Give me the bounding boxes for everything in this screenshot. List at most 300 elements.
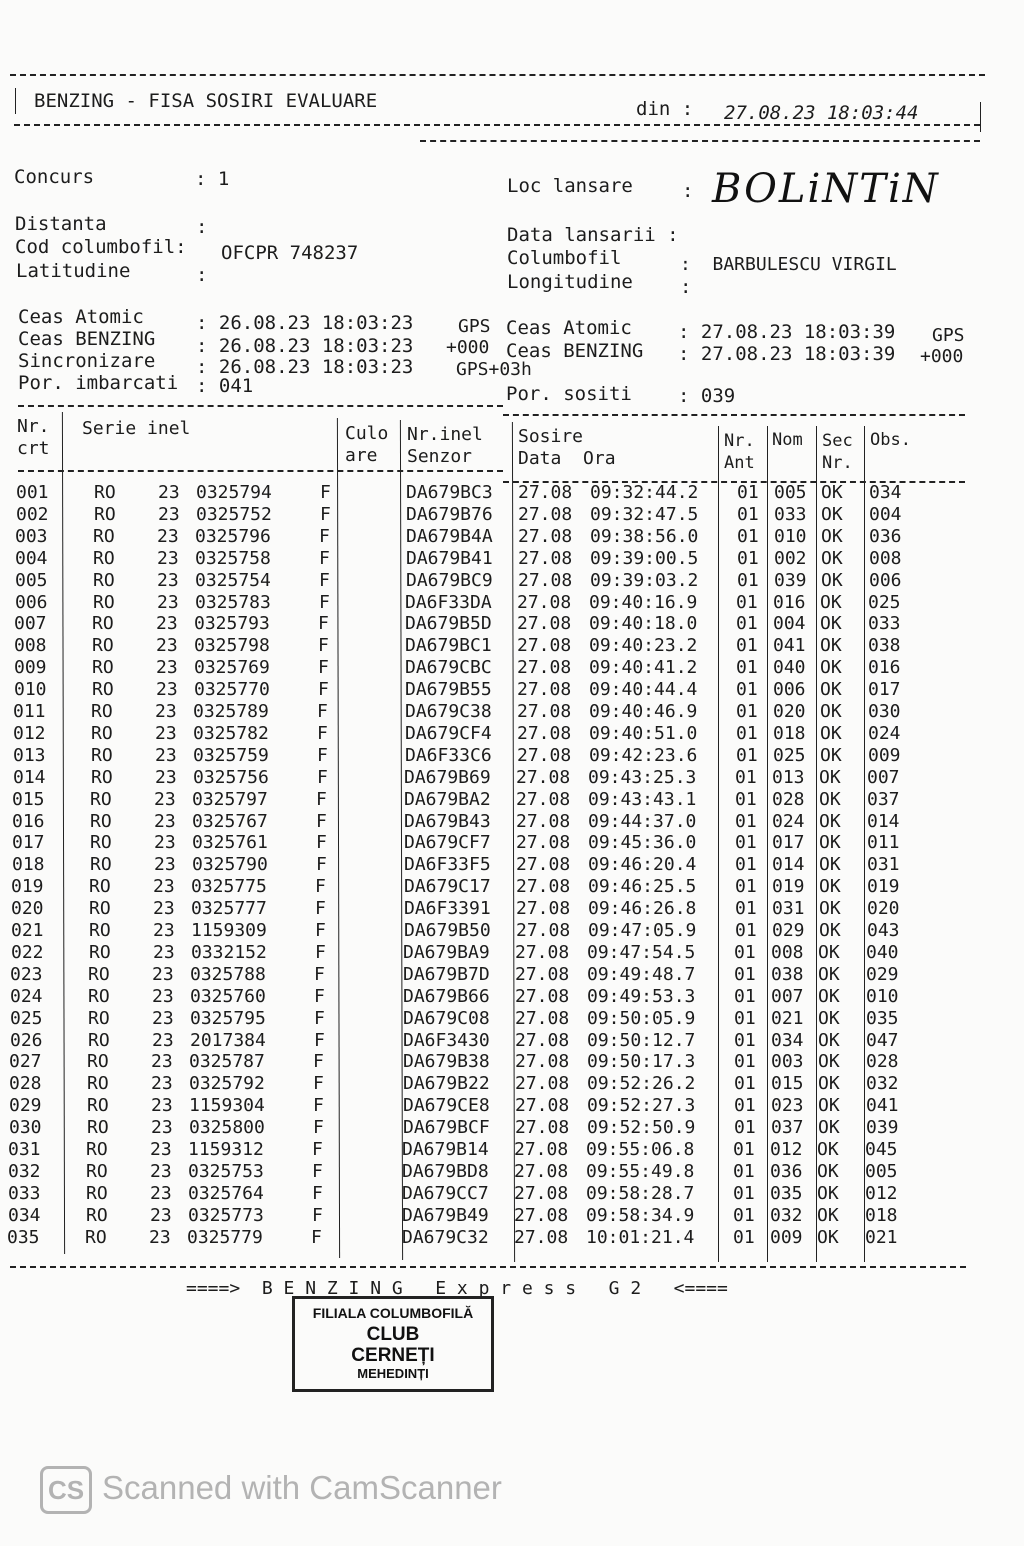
cell-obs: 018: [865, 1204, 898, 1226]
cell-nr: 006: [15, 591, 48, 613]
cell-nom: 037: [771, 1117, 804, 1139]
cell-year: 23: [151, 1073, 173, 1095]
loc-lansare-colon: :: [682, 180, 694, 202]
cell-senzor: DA679C17: [404, 876, 491, 898]
cell-time: 09:55:06.8: [586, 1139, 695, 1160]
cell-nom: 019: [772, 876, 805, 898]
ceas-atomic-right-extra: GPS: [932, 325, 965, 346]
cell-sex: F: [314, 985, 325, 1007]
cell-nom: 041: [773, 635, 806, 657]
cell-senzor: DA679B5D: [405, 613, 492, 635]
cell-date: 27.08: [515, 1051, 570, 1073]
cell-nom: 029: [772, 920, 805, 941]
cell-time: 09:40:41.2: [589, 657, 698, 679]
cell-sec: OK: [819, 876, 841, 898]
cell-ant: 01: [734, 1007, 756, 1029]
table-row: [0, 942, 1000, 964]
cell-year: 23: [152, 1029, 174, 1051]
cell-ant: 01: [736, 657, 758, 679]
cell-sex: F: [316, 854, 327, 876]
cell-ring: 0325796: [195, 525, 271, 547]
por-imbarcati-label: Por. imbarcati: [18, 372, 179, 394]
header-left-edge: [15, 88, 16, 114]
cell-nom: 023: [771, 1095, 804, 1117]
cell-ant: 01: [734, 985, 756, 1007]
cell-senzor: DA679B43: [404, 810, 491, 832]
cell-sec: OK: [817, 1182, 839, 1204]
cell-time: 09:40:23.2: [589, 635, 698, 657]
cell-country: RO: [86, 1160, 108, 1182]
cell-country: RO: [91, 744, 113, 766]
table-top-rule-left: [18, 405, 503, 407]
cell-country: RO: [90, 810, 112, 832]
cell-time: 09:40:44.4: [589, 679, 698, 701]
cell-year: 23: [156, 613, 178, 635]
cell-ring: 0325773: [188, 1204, 264, 1226]
ceas-atomic-label: Ceas Atomic: [18, 306, 144, 328]
benzing-express-footer: ====> B E N Z I N G E x p r e s s G 2 <====: [186, 1278, 728, 1299]
table-row: [0, 613, 1000, 635]
cell-time: 09:32:47.5: [590, 503, 699, 525]
cell-nr: 008: [14, 635, 47, 657]
table-row: [0, 1073, 1000, 1095]
cell-nom: 033: [774, 503, 807, 525]
cell-nom: 004: [773, 613, 806, 635]
cell-nr: 029: [9, 1095, 42, 1117]
longitudine-label: Longitudine: [507, 271, 633, 293]
cell-ring: 0325782: [193, 722, 269, 744]
cell-year: 23: [158, 503, 180, 525]
cell-year: 23: [154, 832, 176, 854]
cell-sec: OK: [818, 1073, 840, 1095]
cell-year: 23: [157, 525, 179, 547]
ceas-benzing-right-value: : 27.08.23 18:03:39: [678, 343, 896, 365]
cell-date: 27.08: [515, 985, 570, 1007]
table-row: [0, 1051, 1000, 1073]
cell-nr: 001: [16, 482, 49, 503]
cell-time: 09:46:26.8: [588, 898, 697, 920]
cell-obs: 005: [865, 1160, 898, 1182]
cell-senzor: DA679BA9: [403, 941, 490, 963]
cell-ant: 01: [736, 613, 758, 635]
cell-sec: OK: [818, 941, 840, 963]
cell-nr: 021: [11, 920, 44, 941]
cell-time: 09:49:48.7: [587, 963, 696, 985]
cell-nom: 012: [770, 1139, 803, 1160]
header-top-rule: [10, 74, 985, 76]
cell-obs: 030: [868, 701, 901, 722]
cell-sec: OK: [818, 1007, 840, 1029]
cell-senzor: DA679CF7: [404, 832, 491, 854]
cell-nr: 028: [9, 1073, 42, 1095]
cell-sec: OK: [817, 1204, 839, 1226]
cell-year: 23: [157, 547, 179, 569]
cell-date: 27.08: [514, 1139, 569, 1160]
cell-country: RO: [89, 920, 111, 941]
table-row: [0, 854, 1000, 876]
table-row: [0, 482, 1000, 504]
cell-year: 23: [150, 1204, 172, 1226]
cell-time: 09:58:28.7: [586, 1182, 695, 1204]
cell-ant: 01: [737, 482, 759, 503]
loc-lansare-handwritten: BOLiNTiN: [712, 166, 940, 212]
cell-time: 09:52:27.3: [587, 1095, 696, 1117]
cell-nr: 020: [11, 898, 44, 920]
cell-year: 23: [155, 722, 177, 744]
cell-year: 23: [158, 482, 180, 503]
cell-date: 27.08: [515, 1029, 570, 1051]
cell-ring: 1159312: [188, 1139, 264, 1160]
cell-ring: 0325795: [190, 1007, 266, 1029]
cell-date: 27.08: [516, 876, 571, 898]
cell-senzor: DA679CBC: [405, 657, 492, 679]
cell-nr: 022: [11, 941, 44, 963]
cell-year: 23: [154, 854, 176, 876]
cell-sex: F: [317, 701, 328, 722]
cell-ant: 01: [733, 1204, 755, 1226]
cell-nr: 033: [8, 1182, 41, 1204]
cell-date: 27.08: [516, 788, 571, 810]
table-row: [0, 986, 1000, 1008]
cell-ring: 1159304: [189, 1095, 265, 1117]
cell-nr: 031: [8, 1139, 41, 1160]
cell-date: 27.08: [518, 525, 573, 547]
table-row: [0, 767, 1000, 789]
cell-obs: 039: [866, 1117, 899, 1139]
cell-ring: 0325758: [195, 547, 271, 569]
cell-ant: 01: [737, 569, 759, 591]
cell-nr: 023: [10, 963, 43, 985]
cell-sec: OK: [819, 854, 841, 876]
cell-sec: OK: [818, 963, 840, 985]
table-row: [0, 1008, 1000, 1030]
cell-obs: 034: [869, 482, 902, 503]
table-row: [0, 1139, 1000, 1161]
concurs-value: : 1: [195, 168, 230, 190]
table-row: [0, 679, 1000, 701]
cell-senzor: DA679CC7: [402, 1182, 489, 1204]
cell-date: 27.08: [518, 547, 573, 569]
cell-sec: OK: [817, 1226, 839, 1248]
table-row: [0, 526, 1000, 548]
cell-nom: 016: [773, 591, 806, 613]
cell-nom: 013: [772, 766, 805, 788]
cell-sex: F: [314, 963, 325, 985]
cell-date: 27.08: [517, 722, 572, 744]
cell-nom: 009: [770, 1226, 803, 1248]
cell-sex: F: [318, 679, 329, 701]
cell-obs: 047: [866, 1029, 899, 1051]
ceas-benzing-label: Ceas BENZING: [18, 328, 156, 350]
cell-sec: OK: [820, 701, 842, 722]
cell-senzor: DA679C08: [403, 1007, 490, 1029]
cell-nom: 005: [774, 482, 807, 503]
cell-country: RO: [94, 482, 116, 503]
table-row: [0, 1205, 1000, 1227]
cell-country: RO: [93, 547, 115, 569]
cell-obs: 012: [865, 1182, 898, 1204]
ceas-atomic-extra: GPS: [458, 316, 491, 337]
cell-obs: 011: [867, 832, 900, 854]
cell-nr: 002: [16, 503, 49, 525]
cell-obs: 019: [867, 876, 900, 898]
cell-nom: 032: [770, 1204, 803, 1226]
cell-time: 09:47:54.5: [587, 941, 696, 963]
cell-ant: 01: [733, 1139, 755, 1160]
cell-ant: 01: [735, 920, 757, 941]
club-stamp: [292, 1296, 494, 1392]
cell-obs: 020: [867, 898, 900, 920]
cell-time: 09:40:51.0: [589, 722, 698, 744]
cell-date: 27.08: [515, 1117, 570, 1139]
cell-ant: 01: [734, 1117, 756, 1139]
cell-sex: F: [313, 1117, 324, 1139]
cell-nr: 015: [12, 788, 45, 810]
cell-senzor: DA679B41: [406, 547, 493, 569]
cell-senzor: DA679B76: [406, 503, 493, 525]
cell-sex: F: [311, 1226, 322, 1248]
cell-time: 09:43:43.1: [588, 788, 697, 810]
cell-ring: 0325764: [188, 1182, 264, 1204]
cell-ant: 01: [736, 722, 758, 744]
cell-nr: 017: [12, 832, 45, 854]
cell-nr: 011: [13, 701, 46, 722]
stamp-line-4: MEHEDINȚI: [357, 1366, 429, 1381]
cell-sex: F: [312, 1139, 323, 1160]
cell-sec: OK: [820, 657, 842, 679]
cell-nom: 006: [773, 679, 806, 701]
cell-obs: 029: [866, 963, 899, 985]
cell-ring: 0325792: [189, 1073, 265, 1095]
cell-date: 27.08: [518, 482, 573, 503]
cell-sec: OK: [819, 898, 841, 920]
cell-date: 27.08: [517, 744, 572, 766]
print-date-label: din :: [636, 98, 694, 120]
cell-country: RO: [89, 941, 111, 963]
col-header-senzor: Nr.inel Senzor: [407, 424, 483, 467]
cod-columbofil-label: Cod columbofil:: [15, 236, 187, 258]
cell-sec: OK: [821, 503, 843, 525]
cell-year: 23: [153, 941, 175, 963]
cell-ring: 0325798: [194, 635, 270, 657]
cell-country: RO: [86, 1204, 108, 1226]
table-row: [0, 592, 1000, 614]
cell-year: 23: [157, 591, 179, 613]
cell-obs: 032: [866, 1073, 899, 1095]
table-row: [0, 657, 1000, 679]
cell-ring: 0332152: [191, 941, 267, 963]
camscanner-logo-icon: CS: [40, 1466, 92, 1514]
cell-date: 27.08: [517, 657, 572, 679]
cell-sec: OK: [818, 1095, 840, 1117]
cell-nr: 030: [9, 1117, 42, 1139]
cell-obs: 016: [868, 657, 901, 679]
cell-ring: 2017384: [190, 1029, 266, 1051]
cell-ring: 0325793: [194, 613, 270, 635]
cell-time: 09:40:46.9: [589, 701, 698, 722]
cod-columbofil-value: OFCPR 748237: [221, 242, 359, 264]
cell-date: 27.08: [515, 1095, 570, 1117]
cell-time: 09:43:25.3: [588, 766, 697, 788]
cell-obs: 006: [869, 569, 902, 591]
cell-ring: 0325790: [192, 854, 268, 876]
cell-time: 09:42:23.6: [589, 744, 698, 766]
cell-senzor: DA679C38: [405, 701, 492, 722]
cell-obs: 040: [866, 941, 899, 963]
cell-sex: F: [314, 1007, 325, 1029]
cell-date: 27.08: [516, 766, 571, 788]
cell-ant: 01: [735, 854, 757, 876]
cell-country: RO: [90, 832, 112, 854]
cell-year: 23: [156, 657, 178, 679]
cell-nom: 025: [773, 744, 806, 766]
cell-nom: 031: [772, 898, 805, 920]
cell-sex: F: [316, 832, 327, 854]
cell-sec: OK: [818, 985, 840, 1007]
cell-ring: 0325797: [192, 788, 268, 810]
ceas-atomic-value: : 26.08.23 18:03:23: [196, 312, 414, 334]
cell-ring: 0325753: [188, 1160, 264, 1182]
cell-sec: OK: [821, 569, 843, 591]
cell-nom: 028: [772, 788, 805, 810]
cell-date: 27.08: [516, 810, 571, 832]
ceas-benzing-extra: +000: [446, 337, 490, 358]
cell-time: 09:32:44.2: [590, 482, 699, 503]
cell-ring: 0325767: [192, 810, 268, 832]
cell-sex: F: [317, 766, 328, 788]
cell-senzor: DA6F33DA: [405, 591, 492, 613]
cell-sec: OK: [818, 1029, 840, 1051]
cell-sex: F: [318, 657, 329, 679]
cell-obs: 017: [868, 679, 901, 701]
cell-sex: F: [316, 810, 327, 832]
stamp-line-3: CERNEȚI: [351, 1345, 435, 1366]
table-bottom-rule: [10, 1266, 966, 1268]
table-row: [0, 635, 1000, 657]
cell-nom: 020: [773, 701, 806, 722]
cell-date: 27.08: [517, 591, 572, 613]
cell-country: RO: [91, 722, 113, 744]
cell-nom: 018: [773, 722, 806, 744]
cell-date: 27.08: [518, 503, 573, 525]
header-right-edge: [980, 102, 981, 132]
cell-ring: 0325788: [190, 963, 266, 985]
cell-date: 27.08: [514, 1182, 569, 1204]
cell-ant: 01: [736, 701, 758, 722]
cell-sex: F: [319, 569, 330, 591]
cell-year: 23: [150, 1182, 172, 1204]
cell-nr: 032: [8, 1160, 41, 1182]
cell-sex: F: [318, 635, 329, 657]
latitudine-label: Latitudine: [16, 260, 131, 282]
cell-nom: 003: [771, 1051, 804, 1073]
cell-obs: 035: [866, 1007, 899, 1029]
cell-country: RO: [85, 1226, 107, 1248]
table-top-rule-right: [503, 414, 965, 416]
cell-sex: F: [319, 591, 330, 613]
cell-nr: 005: [15, 569, 48, 591]
cell-time: 09:38:56.0: [590, 525, 699, 547]
cell-ring: 0325789: [193, 701, 269, 722]
cell-time: 09:50:05.9: [587, 1007, 696, 1029]
cell-nom: 007: [771, 985, 804, 1007]
cell-sec: OK: [820, 744, 842, 766]
cell-sec: OK: [817, 1160, 839, 1182]
cell-obs: 021: [865, 1226, 898, 1248]
cell-sex: F: [313, 1051, 324, 1073]
cell-obs: 004: [869, 503, 902, 525]
cell-senzor: DA6F33C6: [405, 744, 492, 766]
page-title: BENZING - FISA SOSIRI EVALUARE: [34, 90, 378, 112]
cell-sec: OK: [821, 547, 843, 569]
cell-nr: 003: [15, 525, 48, 547]
cell-ring: 0325756: [193, 766, 269, 788]
cell-time: 09:44:37.0: [588, 810, 697, 832]
cell-nom: 010: [774, 525, 807, 547]
cell-country: RO: [88, 1029, 110, 1051]
ceas-benzing-right-extra: +000: [920, 346, 964, 367]
cell-ant: 01: [735, 766, 757, 788]
cell-nom: 038: [771, 963, 804, 985]
cell-year: 23: [157, 569, 179, 591]
cell-sex: F: [314, 1029, 325, 1051]
col-header-nom: Nom: [772, 430, 803, 450]
cell-obs: 037: [867, 788, 900, 810]
cell-country: RO: [88, 963, 110, 985]
cell-senzor: DA679C32: [402, 1226, 489, 1248]
camscanner-watermark: Scanned with CamScanner: [102, 1469, 502, 1506]
table-row: [0, 1117, 1000, 1139]
por-sositi-value: : 039: [678, 385, 736, 407]
cell-nr: 014: [13, 766, 46, 788]
cell-time: 09:49:53.3: [587, 985, 696, 1007]
stamp-line-2: CLUB: [366, 1324, 420, 1345]
table-header-rule-left: [18, 470, 503, 472]
cell-country: RO: [86, 1182, 108, 1204]
table-row: [0, 920, 1000, 942]
cell-ant: 01: [737, 503, 759, 525]
col-header-sosire: Sosire Data Ora: [518, 426, 616, 469]
cell-sex: F: [315, 898, 326, 920]
cell-sex: F: [312, 1182, 323, 1204]
cell-time: 09:47:05.9: [588, 920, 697, 941]
cell-nr: 025: [10, 1007, 43, 1029]
cell-nom: 034: [771, 1029, 804, 1051]
cell-senzor: DA679B66: [403, 985, 490, 1007]
cell-ant: 01: [736, 635, 758, 657]
cell-year: 23: [156, 635, 178, 657]
cell-nom: 008: [771, 941, 804, 963]
table-row: [0, 1227, 1000, 1249]
cell-sex: F: [313, 1095, 324, 1117]
cell-senzor: DA679B50: [404, 920, 491, 941]
cell-sex: F: [316, 788, 327, 810]
cell-sex: F: [320, 482, 331, 503]
loc-lansare-label: Loc lansare: [507, 175, 633, 197]
cell-year: 23: [151, 1051, 173, 1073]
cell-senzor: DA6F3430: [403, 1029, 490, 1051]
cell-country: RO: [86, 1139, 108, 1160]
cell-ant: 01: [734, 1073, 756, 1095]
cell-ant: 01: [734, 1029, 756, 1051]
cell-sex: F: [317, 722, 328, 744]
cell-ant: 01: [736, 679, 758, 701]
cell-country: RO: [91, 766, 113, 788]
cell-sec: OK: [820, 679, 842, 701]
cell-year: 23: [152, 985, 174, 1007]
cell-sec: OK: [818, 1051, 840, 1073]
table-row: [0, 1183, 1000, 1205]
